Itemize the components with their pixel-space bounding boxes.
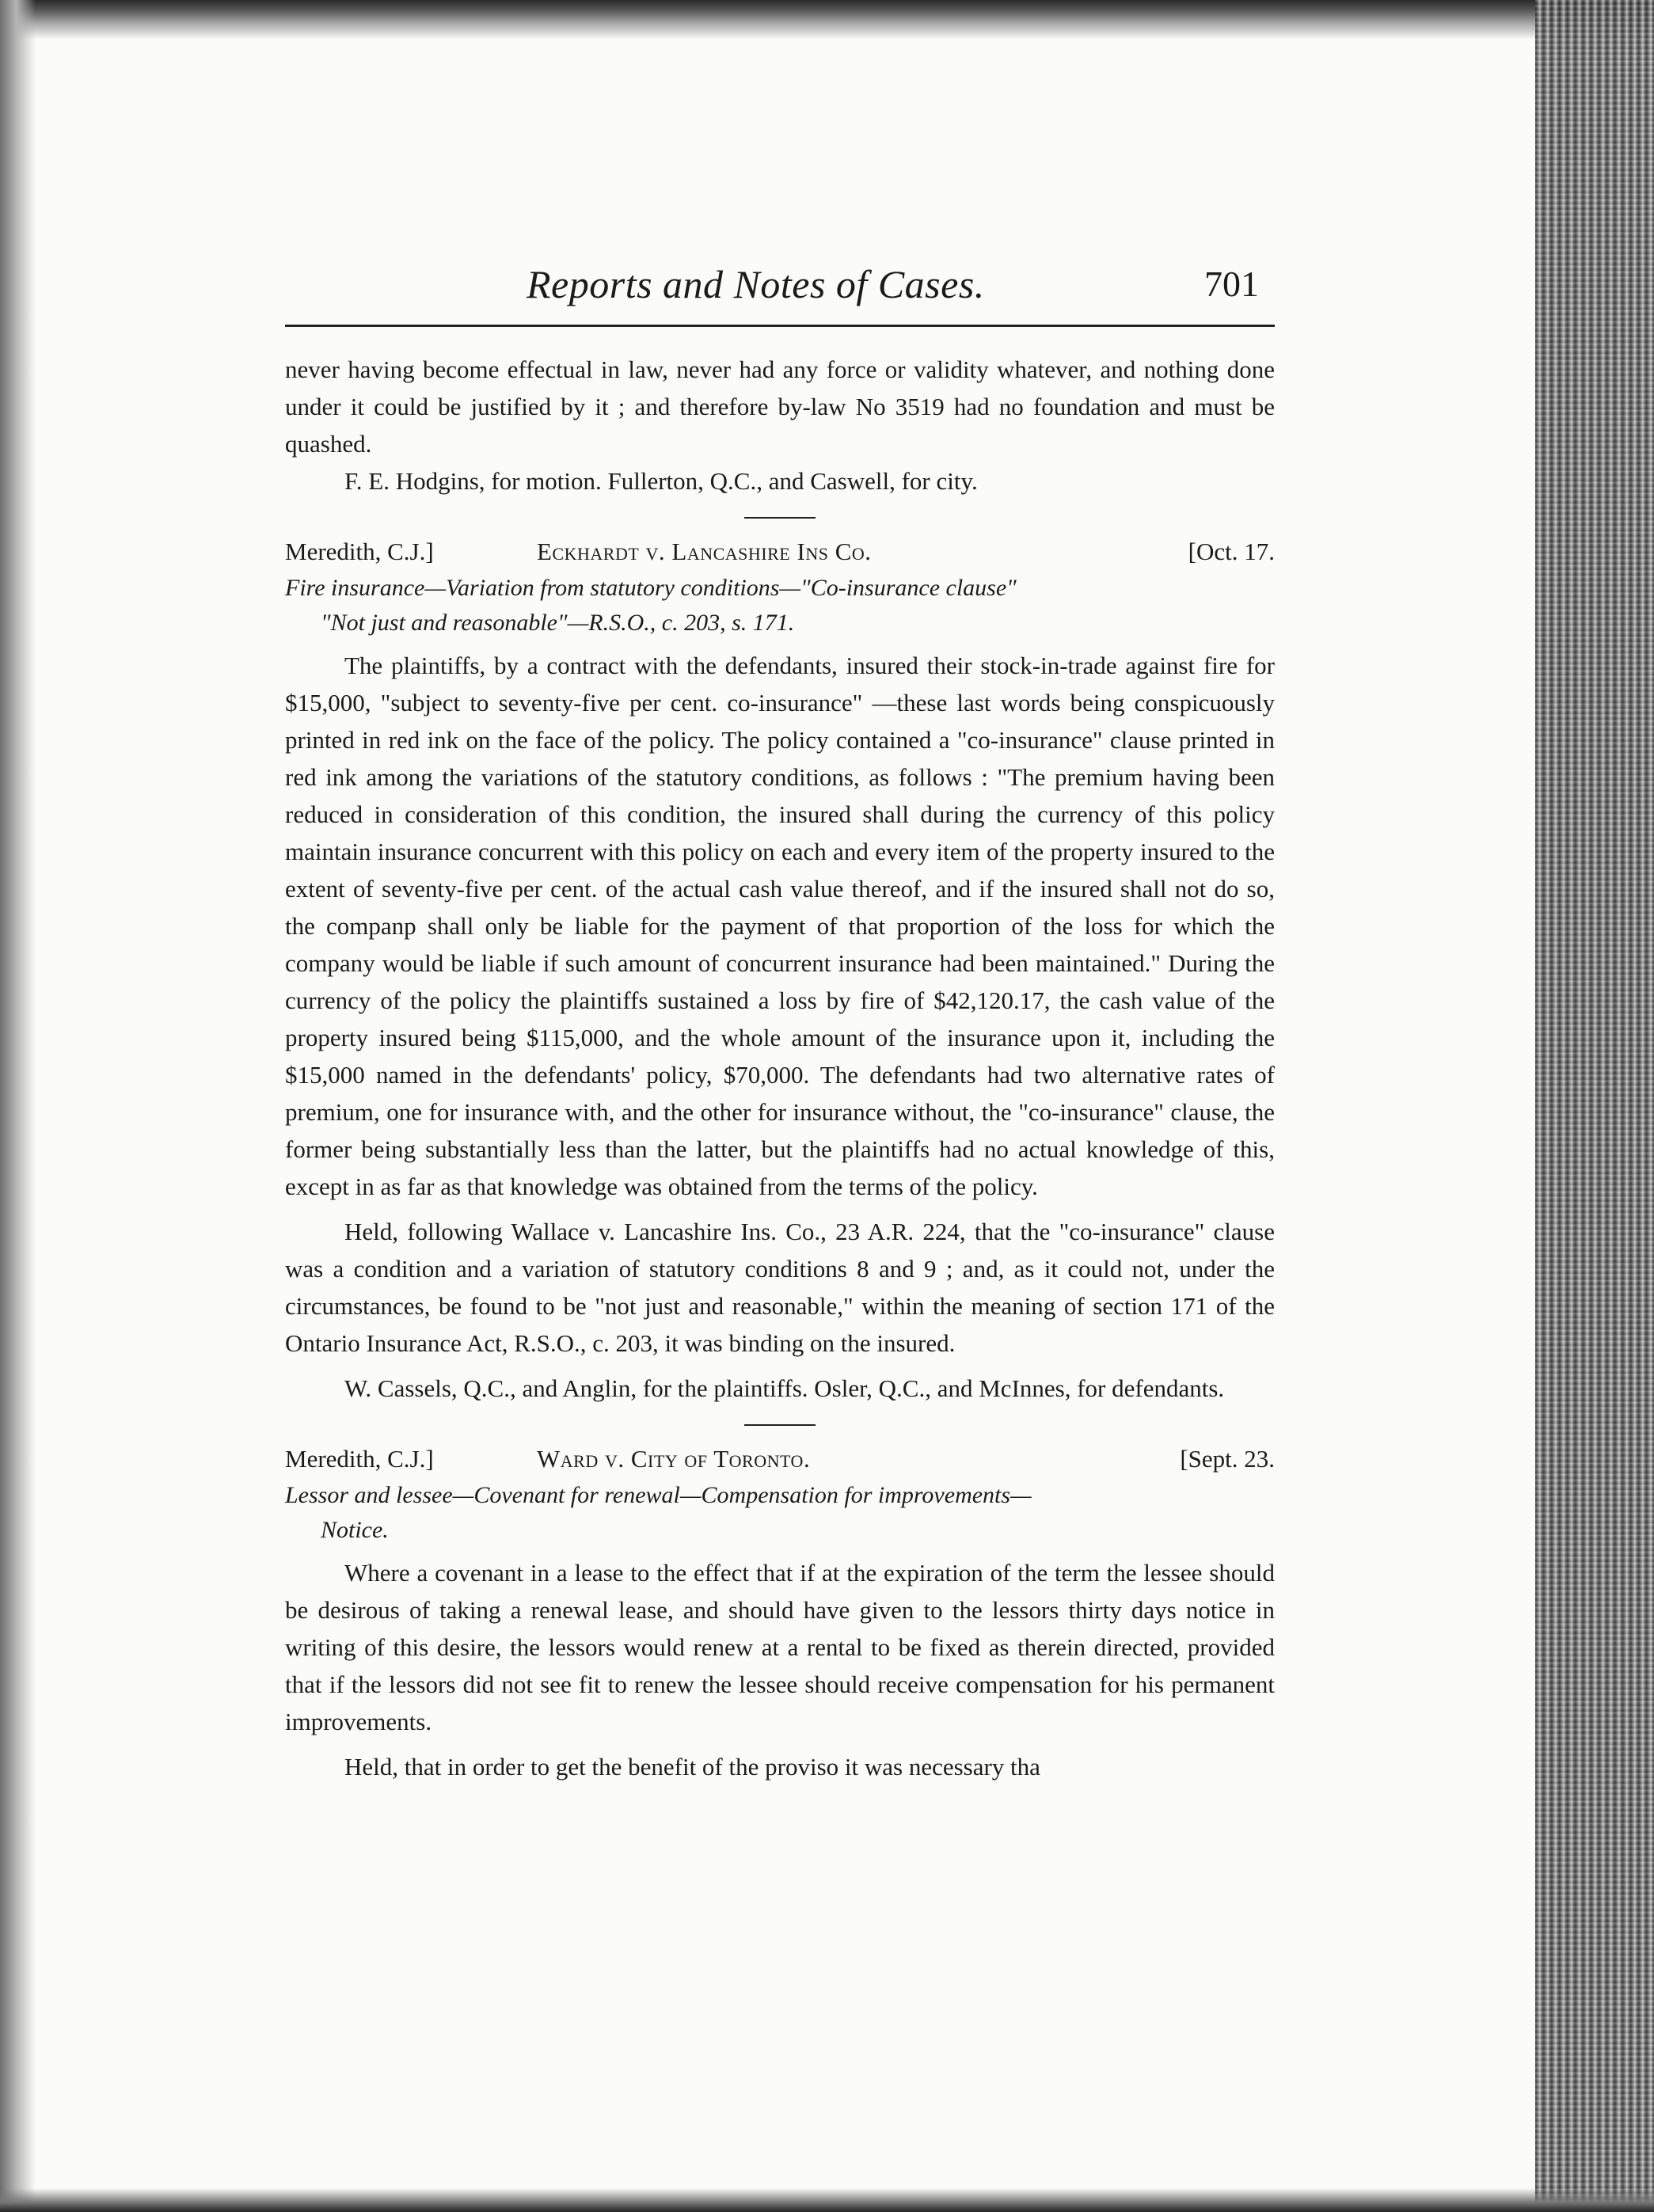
case-title: Eckhardt v. Lancashire Ins Co. <box>537 538 872 565</box>
case-judge: Meredith, C.J.] <box>285 1445 434 1473</box>
headnote-line: "Not just and reasonable"—R.S.O., c. 203, s. 171. <box>321 610 795 636</box>
case-heading-eckhardt <box>285 533 1275 571</box>
page-header <box>285 261 1275 327</box>
case-judge: Meredith, C.J.] <box>285 538 434 565</box>
case-facts-paragraph: The plaintiffs, by a contract with the defendants, insured their stock-in-trade against fire for $15,000, "subject to seventy-five per cent. co-insurance" —these last words being conspicuously printed in red ink on the face of the policy. The policy contained a "co-insurance" clause printed in red ink among the variations of the statutory conditions, as follows : "The premium having been reduced in consideration of this condition, the insured shall during the currency of this policy maintain insurance concurrent with this policy on each and every item of the property insured to the extent of seventy-five per cent. of the actual cash value thereof, and if the insured shall not do so, the companp shall only be liable for the payment of that proportion of the loss for which the company would be liable if such amount of concurrent insurance had been maintained." During the currency of the policy the plaintiffs sustained a loss by fire of $42,120.17, the cash value of the property insured being $115,000, and the whole amount of the insurance upon it, including the $15,000 named in the defendants' policy, $70,000. The defendants had two alternative rates of premium, one for insurance with, and the other for insurance without, the "co-insurance" clause, the former being substantially less than the latter, but the plaintiffs had no actual knowledge of this, except in as far as that knowledge was obtained from the terms of the policy. <box>285 652 1275 1200</box>
scan-left-shadow <box>0 0 36 2212</box>
section-divider <box>744 1424 816 1426</box>
case-date: [Sept. 23. <box>1180 1445 1275 1473</box>
headnote-line: Notice. <box>321 1517 389 1543</box>
page-text <box>285 351 1275 1785</box>
headnote-line: Fire insurance—Variation from statutory conditions—"Co-insurance clause" <box>285 575 1017 601</box>
case-headnote <box>285 571 1275 640</box>
headnote-line: Lessor and lessee—Covenant for renewal—Compensation for improvements— <box>285 1482 1032 1508</box>
book-page-edge <box>1535 0 1654 2212</box>
case-held-paragraph: Held, that in order to get the benefit of the proviso it was necessary tha <box>344 1753 1040 1781</box>
scan-bottom-shadow <box>0 2188 1654 2212</box>
case-held-paragraph: Held, following Wallace v. Lancashire Ins. Co., 23 A.R. 224, that the "co-insurance" clause was a condition and a variation of statutory conditions 8 and 9 ; and, as it could not, under the circumstances, be found to be "not just and reasonable," within the meaning of section 171 of the Ontario Insurance Act, R.S.O., c. 203, it was binding on the insured. <box>285 1218 1275 1357</box>
case-facts-paragraph: Where a covenant in a lease to the effect that if at the expiration of the term the lessee should be desirous of taking a renewal lease, and should have given to the lessors thirty days notice in writing of this desire, the lessors would renew at a rental to be fixed as therein directed, provided that if the lessors did not see fit to renew the lessee should receive compensation for his permanent improvements. <box>285 1559 1275 1735</box>
case-counsel: W. Cassels, Q.C., and Anglin, for the plaintiffs. Osler, Q.C., and McInnes, for defendants. <box>344 1374 1225 1402</box>
scan-top-shadow <box>0 0 1654 40</box>
running-head: Reports and Notes of Cases. <box>527 262 985 306</box>
case-title: Ward v. City of Toronto. <box>537 1445 811 1473</box>
page-number: 701 <box>1204 264 1259 304</box>
continuation-counsel: F. E. Hodgins, for motion. Fullerton, Q.C., and Caswell, for city. <box>344 467 978 495</box>
case-date: [Oct. 17. <box>1188 538 1275 565</box>
case-headnote <box>285 1478 1275 1548</box>
continuation-paragraph: never having become effectual in law, never had any force or validity whatever, and nothing done under it could be justified by it ; and therefore by-law No 3519 had no foundation and must be quashed. <box>285 355 1275 458</box>
section-divider <box>744 517 816 519</box>
case-heading-ward <box>285 1440 1275 1478</box>
page-content <box>285 261 1275 1785</box>
